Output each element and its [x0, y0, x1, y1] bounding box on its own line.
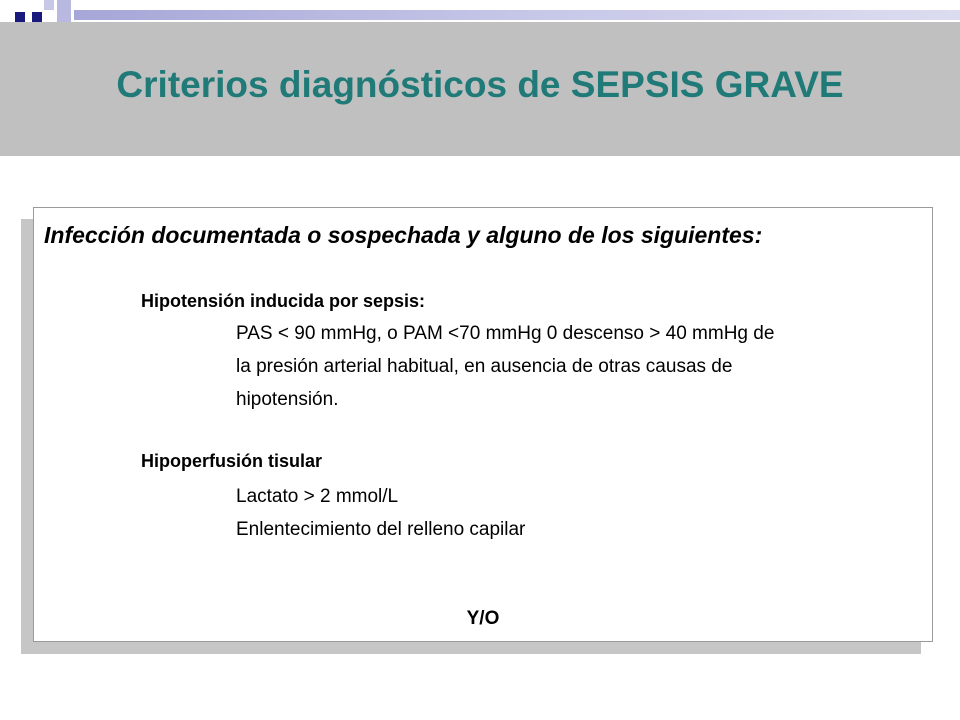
top-accent-bar [74, 10, 960, 20]
detail-line: hipotensión. [236, 389, 339, 410]
deco-square-icon [32, 12, 42, 22]
deco-square-icon [44, 0, 54, 10]
detail-line: la presión arterial habitual, en ausencia de otras causas de [236, 356, 733, 377]
deco-square-icon [15, 12, 25, 22]
lead-text: Infección documentada o sospechada y alguno de los siguientes: [44, 222, 763, 248]
criteria-content [34, 208, 932, 641]
detail-line: PAS < 90 mmHg, o PAM <70 mmHg 0 descenso > 40 mmHg de [236, 323, 775, 344]
criteria-box [33, 207, 933, 642]
detail-line: Lactato > 2 mmol/L [236, 486, 399, 507]
deco-square-icon [57, 0, 71, 22]
top-decoration [0, 0, 960, 22]
slide-title: Criterios diagnósticos de SEPSIS GRAVE [116, 64, 844, 105]
section-detail-hipoperfusion [236, 480, 916, 546]
section-detail-hipotension [236, 317, 916, 416]
section-heading-hipoperfusion: Hipoperfusión tisular [141, 451, 323, 471]
detail-line: Enlentecimiento del relleno capilar [236, 519, 526, 540]
connector-text: Y/O [466, 608, 500, 629]
section-heading-hipotension: Hipotensión inducida por sepsis: [141, 291, 426, 311]
